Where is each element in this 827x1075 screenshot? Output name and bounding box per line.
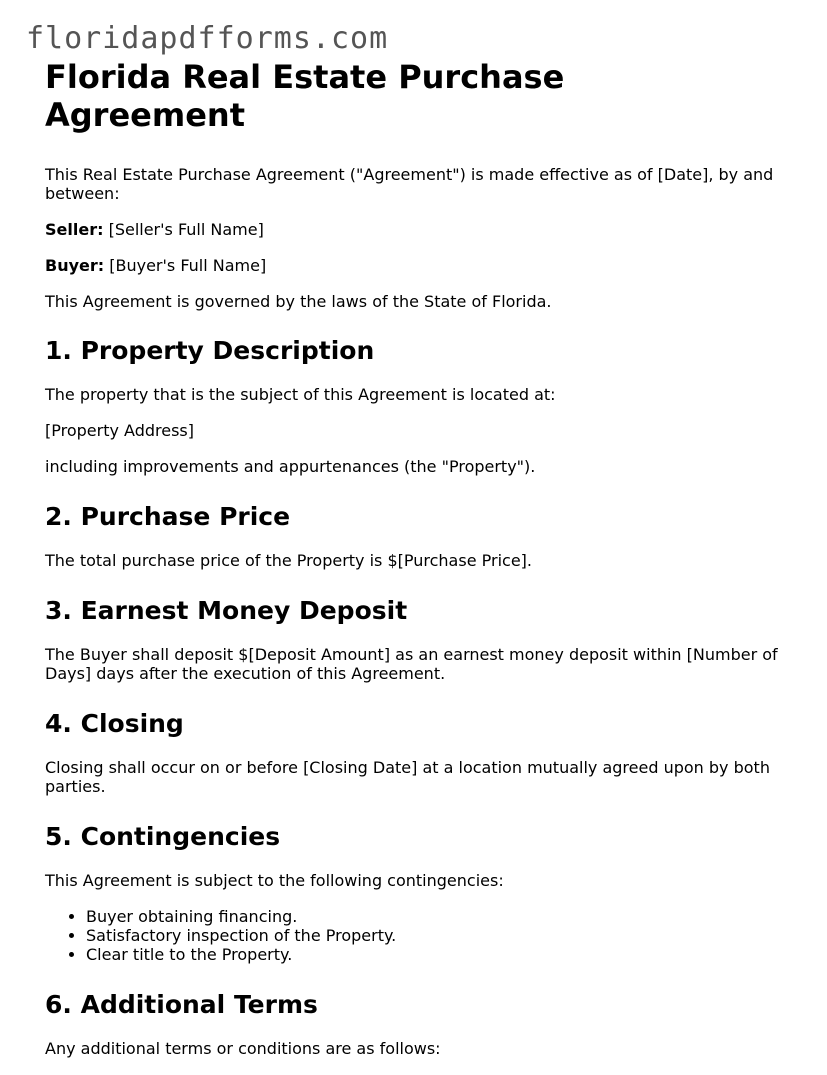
document-body [45, 58, 790, 1075]
section-heading-additional: 6. Additional Terms [45, 990, 318, 1019]
intro-paragraph: This Real Estate Purchase Agreement ("Agreement") is made effective as of [Date], by and between: [45, 165, 774, 203]
list-item: • Clear title to the Property. [86, 945, 790, 964]
additional-paragraph: Any additional terms or conditions are as follows: [45, 1039, 441, 1058]
governing-law-paragraph: This Agreement is governed by the laws of the State of Florida. [45, 292, 552, 311]
buyer-label: Buyer: [45, 256, 105, 275]
property-paragraph-3: including improvements and appurtenances (the "Property"). [45, 457, 536, 476]
section-heading-contingencies: 5. Contingencies [45, 822, 281, 851]
buyer-line [45, 256, 790, 275]
seller-line [45, 220, 790, 239]
section-heading-price: 2. Purchase Price [45, 502, 291, 531]
section-heading-property: 1. Property Description [45, 336, 375, 365]
contingencies-paragraph: This Agreement is subject to the following contingencies: [45, 871, 504, 890]
seller-label: Seller: [45, 220, 104, 239]
document-title: Florida Real Estate Purchase Agreement [45, 58, 565, 134]
contingencies-list [45, 907, 790, 964]
section-heading-deposit: 3. Earnest Money Deposit [45, 596, 408, 625]
seller-value: [Seller's Full Name] [103, 220, 264, 239]
closing-paragraph: Closing shall occur on or before [Closing Date] at a location mutually agreed upon by both parties. [45, 758, 770, 796]
watermark-text: floridapdfforms.com [26, 21, 389, 56]
buyer-value: [Buyer's Full Name] [104, 256, 267, 275]
deposit-paragraph: The Buyer shall deposit $[Deposit Amount] as an earnest money deposit within [Number of Days] days after the execution of this Agreement. [45, 645, 778, 683]
list-item: • Satisfactory inspection of the Property. [86, 926, 790, 945]
property-paragraph-1: The property that is the subject of this Agreement is located at: [45, 385, 556, 404]
section-heading-closing: 4. Closing [45, 709, 184, 738]
list-item: • Buyer obtaining financing. [86, 907, 790, 926]
property-address: [Property Address] [45, 421, 194, 440]
price-paragraph: The total purchase price of the Property is $[Purchase Price]. [45, 551, 532, 570]
